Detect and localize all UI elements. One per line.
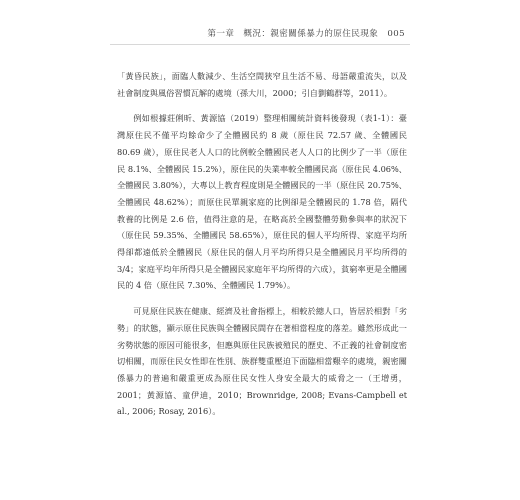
- header-divider: [110, 44, 410, 45]
- chapter-title: 第一章 概況：親密關係暴力的原住民現象: [207, 29, 379, 39]
- paragraph-continued: 「黃昏民族」，面臨人數減少、生活空間狹窄且生活不易、母語嚴重流失，以及社會制度與風俗習慣瓦解的處境（孫大川，2000；引自劉鶴群等，2011）。: [117, 71, 407, 98]
- body-text: [117, 68, 407, 429]
- paragraph-conclusion: 可見原住民族在健康、經濟及社會指標上，相較於總人口，皆居於相對「劣勢」的狀態，顯示原住民族與全體國民間存在著相當程度的落差。雖然形成此一劣勢狀態的原因可能很多，但應與原住民族被殖民的歷史、不正義的社會制度密切相關，而原住民女性即在性別、族群雙重壓迫下面臨相當艱辛的處境，親密關係暴力的普遍和嚴重更成為原住民女性人身安全最大的威脅之一（王增勇，2001；黃源協、童伊迪，2010；Brownridge, 2008; Evans-Campbell et al., 2006; Rosay, 2016）。: [117, 306, 407, 417]
- page-number: 005: [387, 29, 405, 39]
- running-header: [207, 27, 405, 39]
- paragraph-statistics: 例如根據莊俐昕、黃源協（2019）整理相關統計資料後發現（表1-1）：臺灣原住民不僅平均餘命少了全體國民約 8 歲（原住民 72.57 歲、全體國民 80.69 歲），原住民老人人口的比例較全體國民老人人口的比例少了一半（原住民 8.1%、全體國民 15.2%），原住民的失業率較全體國民高（原住民 4.06%、全體國民 3.80%），大專以上教育程度則是全體國民的一半（原住民 20.75%、全體國民 48.62%）；而原住民單親家庭的比例卻是全體國民的 1.78 倍，隔代教養的比例是 2.6 倍，值得注意的是，在略高於全國整體勞動參與率的狀況下（原住民 59.35%、全體國民 58.65%），原住民的個人平均所得、家庭平均所得卻都遠低於全體國民（原住民的個人月平均所得只是全體國民月平均所得的 3/4；家庭平均年所得只是全體國民家庭年平均所得的六成），貧窮率更是全體國民的 4 倍（原住民 7.30%、全體國民 1.79%）。: [117, 113, 407, 291]
